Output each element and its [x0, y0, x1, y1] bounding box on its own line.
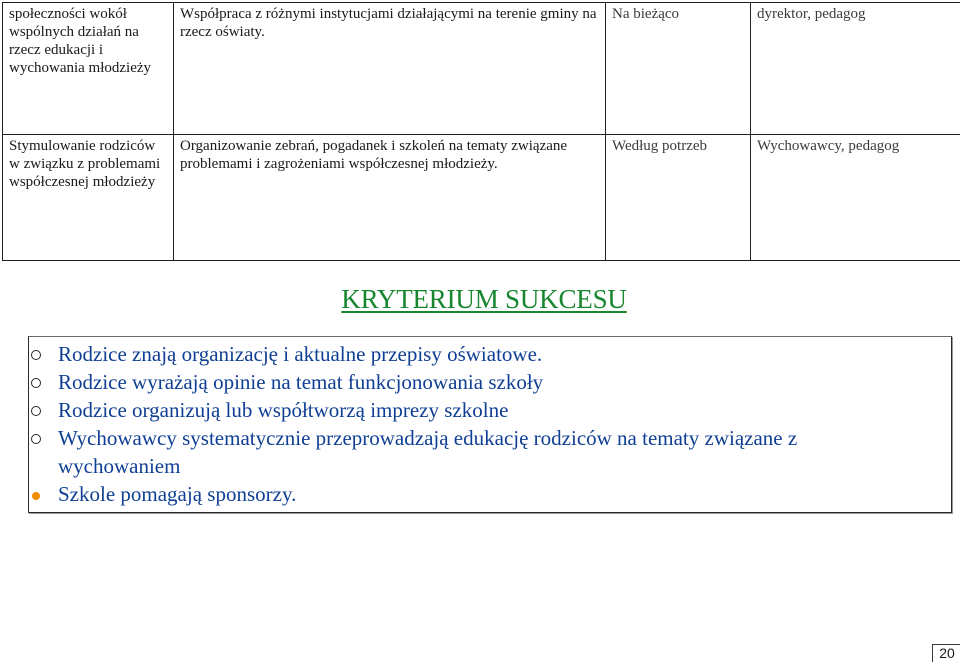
task-cell: Organizowanie zebrań, pogadanek i szkoleń na tematy związane problemami i zagrożeniami współczesnej młodzieży.: [174, 135, 606, 261]
success-criteria-heading-text: KRYTERIUM SUKCESU: [341, 284, 626, 314]
area-cell: społeczności wokół wspólnych działań na rzecz edukacji i wychowania młodzieży: [3, 3, 174, 135]
bullet-icon: [31, 350, 41, 360]
criteria-item-text: Wychowawcy systematycznie przeprowadzają edukację rodziców na tematy związane z wychowaniem: [58, 426, 797, 478]
list-item: [28, 480, 918, 508]
page-number: 20: [932, 644, 960, 662]
criteria-item-text: Szkole pomagają sponsorzy.: [58, 482, 296, 506]
criteria-list: [28, 340, 918, 508]
responsible-cell: Wychowawcy, pedagog: [751, 135, 960, 261]
criteria-item-text: Rodzice organizują lub współtworzą imprezy szkolne: [58, 398, 508, 422]
bullet-icon: [31, 378, 41, 388]
bullet-icon: [32, 492, 40, 500]
table-row: [3, 3, 960, 135]
bullet-icon: [31, 434, 41, 444]
plan-table: [2, 2, 960, 261]
list-item: [28, 396, 918, 424]
criteria-item-text: Rodzice wyrażają opinie na temat funkcjonowania szkoły: [58, 370, 543, 394]
area-cell: Stymulowanie rodziców w związku z problemami współczesnej młodzieży: [3, 135, 174, 261]
list-item: [28, 340, 918, 368]
criteria-item-text: Rodzice znają organizację i aktualne przepisy oświatowe.: [58, 342, 542, 366]
list-item: [28, 424, 918, 480]
responsible-cell: dyrektor, pedagog: [751, 3, 960, 135]
table-row: [3, 135, 960, 261]
due-cell: Według potrzeb: [606, 135, 751, 261]
bullet-icon: [31, 406, 41, 416]
success-criteria-heading: [0, 283, 960, 315]
list-item: [28, 368, 918, 396]
due-cell: Na bieżąco: [606, 3, 751, 135]
task-cell: Współpraca z różnymi instytucjami działającymi na terenie gminy na rzecz oświaty.: [174, 3, 606, 135]
